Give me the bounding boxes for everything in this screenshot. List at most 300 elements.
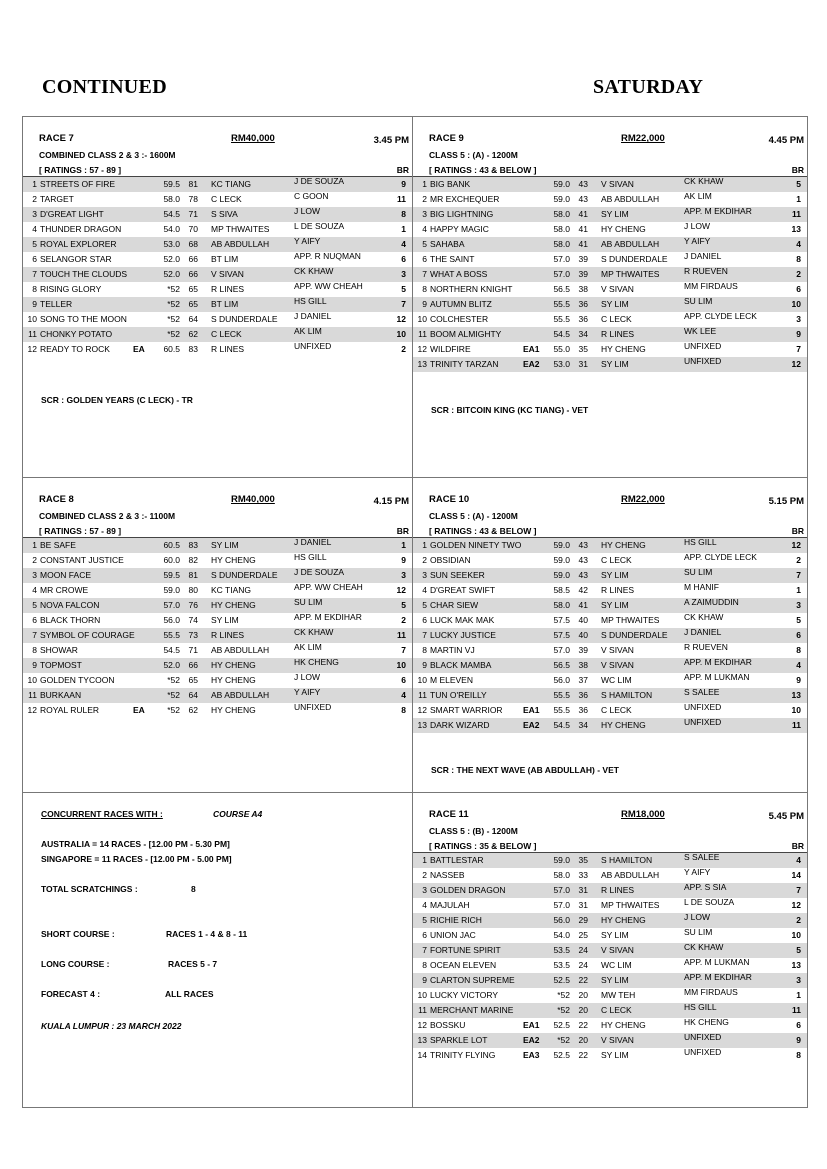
runner-row bbox=[23, 207, 412, 222]
runner-row bbox=[413, 1018, 807, 1033]
trainer: J LOW bbox=[294, 206, 320, 216]
runner-row bbox=[23, 628, 412, 643]
horse-name: BLACK MAMBA bbox=[430, 660, 492, 670]
trainer: A ZAIMUDDIN bbox=[684, 597, 739, 607]
runner-number: 10 bbox=[27, 675, 37, 685]
weight: *52 bbox=[167, 284, 180, 294]
weight: 59.0 bbox=[553, 855, 570, 865]
scratchings-value: 8 bbox=[191, 884, 196, 894]
barrier: 5 bbox=[401, 600, 406, 610]
barrier: 13 bbox=[791, 224, 801, 234]
rating: 74 bbox=[188, 615, 198, 625]
weight: 59.0 bbox=[553, 570, 570, 580]
rating: 20 bbox=[578, 990, 588, 1000]
weight: 58.0 bbox=[553, 870, 570, 880]
runner-row bbox=[23, 192, 412, 207]
jockey: V SIVAN bbox=[601, 284, 634, 294]
horse-name: GOLDEN TYCOON bbox=[40, 675, 115, 685]
runner-number: 9 bbox=[32, 299, 37, 309]
trainer: APP. CLYDE LECK bbox=[684, 552, 757, 562]
horse-name: D'GREAT LIGHT bbox=[40, 209, 104, 219]
trainer: J DANIEL bbox=[294, 537, 332, 547]
jockey: SY LIM bbox=[211, 615, 239, 625]
trainer: APP. M LUKMAN bbox=[684, 957, 750, 967]
jockey: BT LIM bbox=[211, 254, 239, 264]
runner-number: 6 bbox=[422, 930, 427, 940]
horse-name: SONG TO THE MOON bbox=[40, 314, 127, 324]
short-course-value: RACES 1 - 4 & 8 - 11 bbox=[166, 929, 248, 939]
runner-number: 12 bbox=[27, 344, 37, 354]
barrier-column-label: BR bbox=[791, 526, 804, 536]
trainer: L DE SOUZA bbox=[294, 221, 345, 231]
trainer: Y AIFY bbox=[684, 867, 711, 877]
emergency-acceptor: EA2 bbox=[523, 1035, 540, 1045]
rating: 38 bbox=[578, 660, 588, 670]
jockey: S DUNDERDALE bbox=[211, 314, 278, 324]
runner-list bbox=[23, 537, 412, 718]
rating: 73 bbox=[188, 630, 198, 640]
course-value: COURSE A4 bbox=[213, 809, 263, 819]
runner-number: 5 bbox=[422, 600, 427, 610]
rating: 43 bbox=[578, 540, 588, 550]
horse-name: NOVA FALCON bbox=[40, 600, 100, 610]
jockey: KC TIANG bbox=[211, 585, 251, 595]
trainer: CK KHAW bbox=[294, 627, 334, 637]
race-class: COMBINED CLASS 2 & 3 :- 1100M bbox=[39, 511, 176, 521]
barrier: 2 bbox=[401, 344, 406, 354]
rating: 29 bbox=[578, 915, 588, 925]
horse-name: TRINITY FLYING bbox=[430, 1050, 496, 1060]
runner-number: 6 bbox=[422, 254, 427, 264]
race-title: RACE 8 bbox=[39, 494, 74, 505]
weight: 60.5 bbox=[163, 540, 180, 550]
runner-number: 12 bbox=[27, 705, 37, 715]
horse-name: TRINITY TARZAN bbox=[430, 359, 499, 369]
runner-number: 10 bbox=[27, 314, 37, 324]
horse-name: SPARKLE LOT bbox=[430, 1035, 488, 1045]
barrier: 14 bbox=[791, 870, 801, 880]
runner-number: 7 bbox=[422, 630, 427, 640]
runner-number: 14 bbox=[417, 1050, 427, 1060]
australia-line: AUSTRALIA = 14 RACES - [12.00 PM - 5.30 PM] bbox=[41, 839, 230, 849]
trainer: J DE SOUZA bbox=[294, 176, 345, 186]
barrier: 2 bbox=[401, 615, 406, 625]
trainer: AK LIM bbox=[294, 326, 322, 336]
barrier-column-label: BR bbox=[396, 165, 409, 175]
emergency-acceptor: EA1 bbox=[523, 705, 540, 715]
jockey: MP THWAITES bbox=[601, 615, 660, 625]
trainer: APP. S SIA bbox=[684, 882, 727, 892]
jockey: HY CHENG bbox=[211, 660, 256, 670]
rating: 66 bbox=[188, 660, 198, 670]
weight: 57.0 bbox=[553, 269, 570, 279]
trainer: MM FIRDAUS bbox=[684, 987, 738, 997]
horse-name: LUCKY VICTORY bbox=[430, 990, 499, 1000]
horse-name: BATTLESTAR bbox=[430, 855, 484, 865]
rating: 36 bbox=[578, 299, 588, 309]
race-time: 3.45 PM bbox=[373, 135, 409, 146]
jockey: S HAMILTON bbox=[601, 855, 653, 865]
runner-row bbox=[23, 673, 412, 688]
rating: 43 bbox=[578, 179, 588, 189]
horse-name: SMART WARRIOR bbox=[430, 705, 503, 715]
jockey: HY CHENG bbox=[211, 675, 256, 685]
runner-row bbox=[413, 282, 807, 297]
barrier: 11 bbox=[792, 209, 801, 219]
race-ratings: [ RATINGS : 43 & BELOW ] bbox=[429, 526, 537, 536]
race-prize: RM40,000 bbox=[231, 494, 275, 505]
weight: 55.5 bbox=[553, 705, 570, 715]
trainer: APP. CLYDE LECK bbox=[684, 311, 757, 321]
jockey: V SIVAN bbox=[601, 1035, 634, 1045]
trainer: UNFIXED bbox=[684, 341, 722, 351]
rating: 62 bbox=[188, 705, 198, 715]
rating: 40 bbox=[578, 630, 588, 640]
barrier: 5 bbox=[796, 179, 801, 189]
weight: 60.5 bbox=[163, 344, 180, 354]
race-prize: RM22,000 bbox=[621, 494, 665, 505]
jockey: SY LIM bbox=[601, 930, 629, 940]
rating: 76 bbox=[188, 600, 198, 610]
weight: 52.0 bbox=[163, 660, 180, 670]
jockey: HY CHENG bbox=[211, 705, 256, 715]
trainer: AK LIM bbox=[684, 191, 712, 201]
rating: 71 bbox=[188, 645, 198, 655]
horse-name: LUCKY JUSTICE bbox=[430, 630, 496, 640]
weight: 57.0 bbox=[163, 600, 180, 610]
barrier: 2 bbox=[796, 269, 801, 279]
runner-row bbox=[413, 988, 807, 1003]
trainer: L DE SOUZA bbox=[684, 897, 735, 907]
rating: 64 bbox=[188, 690, 198, 700]
runner-number: 5 bbox=[422, 239, 427, 249]
emergency-acceptor: EA3 bbox=[523, 1050, 540, 1060]
barrier: 9 bbox=[796, 675, 801, 685]
race-panel-race-10 bbox=[413, 478, 807, 792]
trainer: APP. M EKDIHAR bbox=[684, 972, 752, 982]
weight: *52 bbox=[557, 1005, 570, 1015]
jockey: MP THWAITES bbox=[601, 269, 660, 279]
trainer: CK KHAW bbox=[684, 176, 724, 186]
runner-row bbox=[413, 252, 807, 267]
runner-number: 8 bbox=[32, 645, 37, 655]
trainer: UNFIXED bbox=[684, 1047, 722, 1057]
horse-name: MERCHANT MARINE bbox=[430, 1005, 514, 1015]
rating: 40 bbox=[578, 615, 588, 625]
barrier: 11 bbox=[397, 194, 406, 204]
weight: 52.5 bbox=[553, 1050, 570, 1060]
emergency-acceptor: EA1 bbox=[523, 344, 540, 354]
barrier: 4 bbox=[796, 855, 801, 865]
race-title: RACE 10 bbox=[429, 494, 470, 505]
rating: 35 bbox=[578, 344, 588, 354]
jockey: SY LIM bbox=[211, 540, 239, 550]
rating: 20 bbox=[578, 1005, 588, 1015]
jockey: C LECK bbox=[211, 329, 242, 339]
rating: 38 bbox=[578, 284, 588, 294]
barrier: 10 bbox=[791, 299, 801, 309]
jockey: SY LIM bbox=[601, 299, 629, 309]
horse-name: CHONKY POTATO bbox=[40, 329, 113, 339]
jockey: C LECK bbox=[211, 194, 242, 204]
weight: 55.5 bbox=[553, 314, 570, 324]
trainer: APP. M EKDIHAR bbox=[684, 657, 752, 667]
runner-number: 13 bbox=[417, 1035, 427, 1045]
trainer: CK KHAW bbox=[684, 612, 724, 622]
runner-row bbox=[23, 342, 412, 357]
rating: 31 bbox=[578, 359, 588, 369]
horse-name: NASSEB bbox=[430, 870, 465, 880]
horse-name: TOUCH THE CLOUDS bbox=[40, 269, 128, 279]
jockey: R LINES bbox=[211, 344, 245, 354]
runner-row bbox=[413, 222, 807, 237]
runner-row bbox=[413, 583, 807, 598]
horse-name: OCEAN ELEVEN bbox=[430, 960, 497, 970]
runner-number: 2 bbox=[422, 870, 427, 880]
runner-list bbox=[413, 852, 807, 1063]
weight: 57.0 bbox=[553, 900, 570, 910]
horse-name: WHAT A BOSS bbox=[430, 269, 488, 279]
jockey: V SIVAN bbox=[601, 179, 634, 189]
weight: 53.0 bbox=[553, 359, 570, 369]
runner-row bbox=[413, 1003, 807, 1018]
horse-name: SUN SEEKER bbox=[430, 570, 485, 580]
weight: 58.0 bbox=[163, 194, 180, 204]
emergency-acceptor: EA1 bbox=[523, 1020, 540, 1030]
runner-number: 3 bbox=[32, 570, 37, 580]
horse-name: TOPMOST bbox=[40, 660, 82, 670]
weight: 56.5 bbox=[553, 660, 570, 670]
barrier: 12 bbox=[791, 359, 801, 369]
barrier: 6 bbox=[401, 675, 406, 685]
barrier: 8 bbox=[796, 1050, 801, 1060]
trainer: APP. WW CHEAH bbox=[294, 582, 363, 592]
race-panel-race-9 bbox=[413, 117, 807, 477]
rating: 36 bbox=[578, 690, 588, 700]
jockey: V SIVAN bbox=[601, 945, 634, 955]
scratching-note: SCR : THE NEXT WAVE (AB ABDULLAH) - VET bbox=[431, 765, 619, 775]
barrier: 3 bbox=[796, 975, 801, 985]
barrier: 4 bbox=[401, 690, 406, 700]
runner-row bbox=[23, 643, 412, 658]
runner-number: 4 bbox=[422, 900, 427, 910]
weight: 55.5 bbox=[163, 630, 180, 640]
runner-row bbox=[23, 583, 412, 598]
trainer: J DE SOUZA bbox=[294, 567, 345, 577]
horse-name: FORTUNE SPIRIT bbox=[430, 945, 501, 955]
weight: 57.0 bbox=[553, 645, 570, 655]
barrier: 5 bbox=[796, 615, 801, 625]
runner-number: 13 bbox=[417, 359, 427, 369]
barrier: 3 bbox=[401, 570, 406, 580]
rating: 65 bbox=[188, 284, 198, 294]
race-class: CLASS 5 : (B) - 1200M bbox=[429, 826, 518, 836]
jockey: MP THWAITES bbox=[211, 224, 270, 234]
horse-name: MR CROWE bbox=[40, 585, 89, 595]
weight: *52 bbox=[167, 314, 180, 324]
weight: 59.0 bbox=[553, 540, 570, 550]
runner-row bbox=[413, 928, 807, 943]
weight: 52.5 bbox=[553, 975, 570, 985]
runner-number: 1 bbox=[422, 855, 427, 865]
runner-row bbox=[413, 973, 807, 988]
runner-row bbox=[413, 673, 807, 688]
horse-name: CLARTON SUPREME bbox=[430, 975, 515, 985]
rating: 31 bbox=[578, 900, 588, 910]
trainer: R RUEVEN bbox=[684, 642, 728, 652]
weight: 56.0 bbox=[163, 615, 180, 625]
runner-number: 10 bbox=[417, 990, 427, 1000]
trainer: J DANIEL bbox=[684, 251, 722, 261]
scratching-note: SCR : BITCOIN KING (KC TIANG) - VET bbox=[431, 405, 589, 415]
jockey: S HAMILTON bbox=[601, 690, 653, 700]
jockey: HY CHENG bbox=[601, 1020, 646, 1030]
horse-name: TUN O'REILLY bbox=[430, 690, 487, 700]
trainer: CK KHAW bbox=[684, 942, 724, 952]
horse-name: BURKAAN bbox=[40, 690, 82, 700]
race-ratings: [ RATINGS : 35 & BELOW ] bbox=[429, 841, 537, 851]
horse-name: RICHIE RICH bbox=[430, 915, 482, 925]
rating: 24 bbox=[578, 945, 588, 955]
jockey: AB ABDULLAH bbox=[601, 194, 660, 204]
trainer: APP. M LUKMAN bbox=[684, 672, 750, 682]
trainer: UNFIXED bbox=[684, 717, 722, 727]
runner-number: 6 bbox=[32, 254, 37, 264]
jockey: AB ABDULLAH bbox=[211, 645, 270, 655]
rating: 83 bbox=[188, 344, 198, 354]
emergency-acceptor: EA2 bbox=[523, 720, 540, 730]
runner-row bbox=[413, 883, 807, 898]
trainer: J LOW bbox=[684, 912, 710, 922]
barrier: 11 bbox=[792, 720, 801, 730]
emergency-acceptor: EA bbox=[133, 705, 145, 715]
weight: 54.5 bbox=[163, 209, 180, 219]
barrier: 9 bbox=[796, 1035, 801, 1045]
emergency-acceptor: EA2 bbox=[523, 359, 540, 369]
trainer: APP. WW CHEAH bbox=[294, 281, 363, 291]
horse-name: GOLDEN NINETY TWO bbox=[430, 540, 522, 550]
horse-name: ROYAL EXPLORER bbox=[40, 239, 117, 249]
jockey: HY CHENG bbox=[601, 720, 646, 730]
weight: 58.0 bbox=[553, 209, 570, 219]
rating: 20 bbox=[578, 1035, 588, 1045]
barrier-column-label: BR bbox=[791, 165, 804, 175]
rating: 31 bbox=[578, 885, 588, 895]
runner-number: 9 bbox=[422, 975, 427, 985]
runner-row bbox=[413, 1048, 807, 1063]
weight: *52 bbox=[167, 705, 180, 715]
rating: 42 bbox=[578, 585, 588, 595]
weight: 55.5 bbox=[553, 690, 570, 700]
short-course-label: SHORT COURSE : bbox=[41, 929, 115, 939]
trainer: SU LIM bbox=[684, 567, 713, 577]
jockey: V SIVAN bbox=[601, 660, 634, 670]
runner-row bbox=[23, 327, 412, 342]
page-header-left: CONTINUED bbox=[42, 76, 167, 98]
horse-name: MARTIN VJ bbox=[430, 645, 475, 655]
barrier: 1 bbox=[796, 585, 801, 595]
barrier: 8 bbox=[796, 254, 801, 264]
weight: 56.0 bbox=[553, 675, 570, 685]
trainer: J LOW bbox=[294, 672, 320, 682]
weight: 60.0 bbox=[163, 555, 180, 565]
runner-row bbox=[413, 327, 807, 342]
horse-name: THUNDER DRAGON bbox=[40, 224, 122, 234]
runner-number: 7 bbox=[422, 269, 427, 279]
runner-number: 11 bbox=[418, 329, 427, 339]
rating: 43 bbox=[578, 555, 588, 565]
jockey: SY LIM bbox=[601, 570, 629, 580]
weight: 54.0 bbox=[553, 930, 570, 940]
barrier: 9 bbox=[401, 555, 406, 565]
weight: 57.0 bbox=[553, 254, 570, 264]
weight: *52 bbox=[557, 1035, 570, 1045]
trainer: AK LIM bbox=[294, 642, 322, 652]
barrier: 13 bbox=[791, 960, 801, 970]
barrier: 7 bbox=[796, 570, 801, 580]
emergency-acceptor: EA bbox=[133, 344, 145, 354]
horse-name: LUCK MAK MAK bbox=[430, 615, 495, 625]
jockey: V SIVAN bbox=[211, 269, 244, 279]
trainer: WK LEE bbox=[684, 326, 717, 336]
jockey: SY LIM bbox=[601, 600, 629, 610]
runner-list bbox=[413, 537, 807, 733]
horse-name: CHAR SIEW bbox=[430, 600, 479, 610]
runner-number: 11 bbox=[28, 690, 37, 700]
horse-name: OBSIDIAN bbox=[430, 555, 471, 565]
horse-name: SELANGOR STAR bbox=[40, 254, 112, 264]
barrier: 11 bbox=[397, 630, 406, 640]
barrier: 10 bbox=[396, 660, 406, 670]
rating: 81 bbox=[188, 179, 198, 189]
rating: 41 bbox=[578, 600, 588, 610]
jockey: C LECK bbox=[601, 555, 632, 565]
trainer: Y AIFY bbox=[294, 687, 321, 697]
forecast-label: FORECAST 4 : bbox=[41, 989, 101, 999]
weight: 58.0 bbox=[553, 600, 570, 610]
jockey: S SIVA bbox=[211, 209, 238, 219]
runner-row bbox=[23, 538, 412, 553]
jockey: V SIVAN bbox=[601, 645, 634, 655]
jockey: AB ABDULLAH bbox=[211, 239, 270, 249]
jockey: SY LIM bbox=[601, 1050, 629, 1060]
jockey: S DUNDERDALE bbox=[601, 630, 668, 640]
jockey: SY LIM bbox=[601, 209, 629, 219]
horse-name: SYMBOL OF COURAGE bbox=[40, 630, 135, 640]
barrier: 10 bbox=[791, 705, 801, 715]
runner-row bbox=[413, 598, 807, 613]
race-class: CLASS 5 : (A) - 1200M bbox=[429, 511, 518, 521]
long-course-value: RACES 5 - 7 bbox=[168, 959, 218, 969]
barrier: 12 bbox=[791, 900, 801, 910]
barrier: 6 bbox=[401, 254, 406, 264]
runner-number: 8 bbox=[422, 960, 427, 970]
race-time: 5.15 PM bbox=[768, 496, 804, 507]
runner-number: 1 bbox=[422, 540, 427, 550]
runner-number: 3 bbox=[422, 885, 427, 895]
weight: 53.5 bbox=[553, 945, 570, 955]
runner-row bbox=[23, 703, 412, 718]
trainer: CK KHAW bbox=[294, 266, 334, 276]
horse-name: BOSSKU bbox=[430, 1020, 466, 1030]
horse-name: M ELEVEN bbox=[430, 675, 473, 685]
runner-row bbox=[413, 342, 807, 357]
race-prize: RM18,000 bbox=[621, 809, 665, 820]
runner-row bbox=[413, 177, 807, 192]
trainer: HK CHENG bbox=[684, 1017, 729, 1027]
rating: 34 bbox=[578, 329, 588, 339]
horse-name: COLCHESTER bbox=[430, 314, 489, 324]
